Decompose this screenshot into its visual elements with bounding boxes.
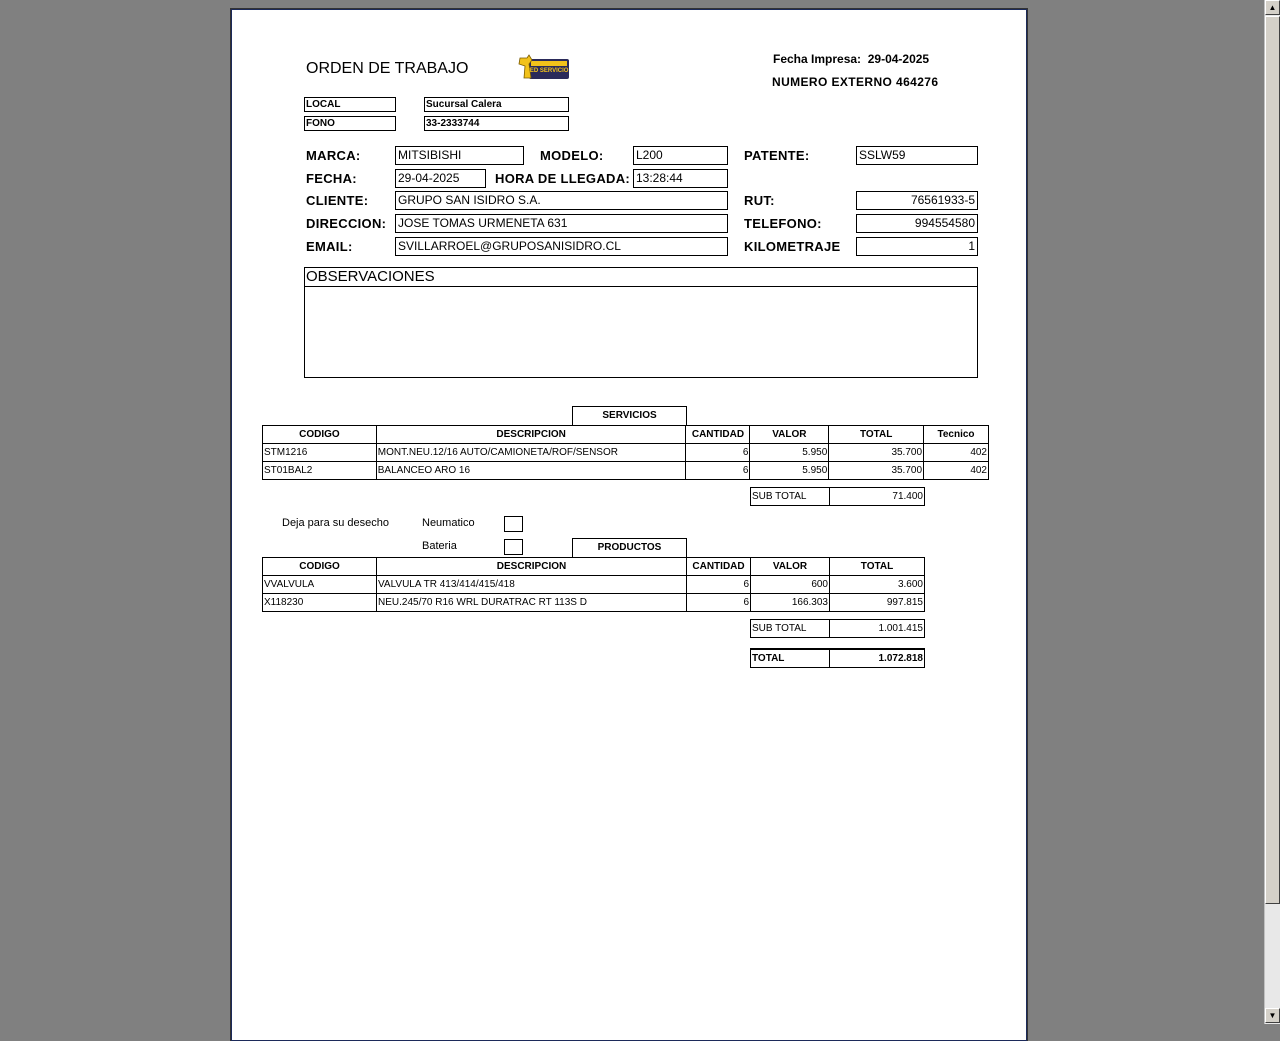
- telefono-field: 994554580: [856, 214, 978, 233]
- productos-col-cantidad: CANTIDAD: [687, 558, 751, 576]
- company-logo: [517, 54, 571, 82]
- cell-tecnico: 402: [924, 444, 989, 462]
- cell-codigo: ST01BAL2: [263, 462, 377, 480]
- email-label: EMAIL:: [306, 239, 353, 254]
- scroll-up-button[interactable]: [1265, 0, 1280, 15]
- hora-llegada-field: 13:28:44: [633, 169, 728, 188]
- modelo-label: MODELO:: [540, 148, 604, 163]
- rut-field: 76561933-5: [856, 191, 978, 210]
- fecha-label: FECHA:: [306, 171, 357, 186]
- servicios-subtotal-value: 71.400: [830, 488, 925, 506]
- neumatico-label: Neumatico: [422, 517, 475, 529]
- productos-col-codigo: CODIGO: [263, 558, 377, 576]
- cell-descripcion: MONT.NEU.12/16 AUTO/CAMIONETA/ROF/SENSOR: [376, 444, 686, 462]
- patente-field: SSLW59: [856, 146, 978, 165]
- local-value: Sucursal Calera: [424, 97, 569, 112]
- productos-header-row: [263, 558, 925, 576]
- direccion-field: JOSE TOMAS URMENETA 631: [395, 214, 728, 233]
- servicios-table: [262, 425, 989, 480]
- grand-total-label: TOTAL: [751, 649, 830, 668]
- marca-label: MARCA:: [306, 148, 361, 163]
- table-row: [263, 576, 925, 594]
- telefono-label: TELEFONO:: [744, 216, 822, 231]
- desecho-label: Deja para su desecho: [282, 517, 390, 529]
- observaciones-label: OBSERVACIONES: [305, 268, 977, 287]
- observaciones-text: [305, 287, 977, 291]
- scroll-down-button[interactable]: [1265, 1008, 1280, 1023]
- arrow-down-icon: ▼: [1268, 1011, 1277, 1020]
- cliente-label: CLIENTE:: [306, 193, 369, 208]
- direccion-label: DIRECCION:: [306, 216, 387, 231]
- cell-descripcion: VALVULA TR 413/414/415/418: [377, 576, 687, 594]
- servicios-subtotal-label: SUB TOTAL: [751, 488, 830, 506]
- servicios-header-row: [263, 426, 989, 444]
- grand-total: [750, 648, 925, 668]
- hora-llegada-label: HORA DE LLEGADA:: [495, 171, 631, 186]
- cell-cantidad: 6: [686, 462, 750, 480]
- cell-total: 997.815: [830, 594, 925, 612]
- patente-label: PATENTE:: [744, 148, 810, 163]
- productos-col-total: TOTAL: [830, 558, 925, 576]
- servicios-col-tecnico: Tecnico: [924, 426, 989, 444]
- kilometraje-field: 1: [856, 237, 978, 256]
- observaciones-box: [304, 267, 978, 378]
- scroll-thumb[interactable]: [1265, 16, 1280, 904]
- table-row: [263, 444, 989, 462]
- cell-total: 35.700: [829, 462, 924, 480]
- neumatico-checkbox[interactable]: [504, 516, 523, 532]
- fecha-field: 29-04-2025: [395, 169, 486, 188]
- numero-externo-label: NUMERO EXTERNO: [772, 75, 893, 89]
- servicios-col-cantidad: CANTIDAD: [686, 426, 750, 444]
- productos-subtotal: [750, 619, 925, 638]
- fono-value: 33-2333744: [424, 116, 569, 131]
- fono-label: FONO: [304, 116, 396, 131]
- email-field: SVILLARROEL@GRUPOSANISIDRO.CL: [395, 237, 728, 256]
- fecha-impresa-value: 29-04-2025: [867, 52, 930, 66]
- cell-tecnico: 402: [924, 462, 989, 480]
- arrow-up-icon: ▲: [1268, 3, 1277, 12]
- productos-subtotal-value: 1.001.415: [830, 620, 925, 638]
- servicios-subtotal: [750, 487, 925, 506]
- servicios-col-codigo: CODIGO: [263, 426, 377, 444]
- productos-col-valor: VALOR: [751, 558, 830, 576]
- cell-valor: 5.950: [750, 444, 829, 462]
- bateria-checkbox[interactable]: [504, 539, 523, 555]
- cell-valor: 600: [751, 576, 830, 594]
- table-row: [263, 594, 925, 612]
- cell-codigo: STM1216: [263, 444, 377, 462]
- cell-cantidad: 6: [687, 594, 751, 612]
- cell-total: 35.700: [829, 444, 924, 462]
- cell-codigo: VVALVULA: [263, 576, 377, 594]
- cliente-field: GRUPO SAN ISIDRO S.A.: [395, 191, 728, 210]
- modelo-field: L200: [633, 146, 728, 165]
- document-title: ORDEN DE TRABAJO: [306, 60, 469, 77]
- vertical-scrollbar[interactable]: [1264, 0, 1280, 1024]
- grand-total-value: 1.072.818: [830, 649, 925, 668]
- cell-descripcion: BALANCEO ARO 16: [376, 462, 686, 480]
- marca-field: MITSIBISHI: [395, 146, 524, 165]
- productos-table: [262, 557, 925, 612]
- productos-subtotal-label: SUB TOTAL: [751, 620, 830, 638]
- servicios-col-valor: VALOR: [750, 426, 829, 444]
- servicios-col-total: TOTAL: [829, 426, 924, 444]
- svg-text:RED SERVICIO: RED SERVICIO: [525, 68, 569, 74]
- numero-externo-value: 464276: [896, 75, 939, 89]
- productos-title: PRODUCTOS: [572, 538, 687, 558]
- table-row: [263, 462, 989, 480]
- kilometraje-label: KILOMETRAJE: [744, 239, 841, 254]
- cell-codigo: X118230: [263, 594, 377, 612]
- fecha-impresa-label: Fecha Impresa:: [773, 52, 862, 66]
- local-label: LOCAL: [304, 97, 396, 112]
- cell-descripcion: NEU.245/70 R16 WRL DURATRAC RT 113S D: [377, 594, 687, 612]
- servicios-title: SERVICIOS: [572, 406, 687, 426]
- cell-cantidad: 6: [687, 576, 751, 594]
- rut-label: RUT:: [744, 193, 775, 208]
- productos-col-descripcion: DESCRIPCION: [377, 558, 687, 576]
- cell-valor: 166.303: [751, 594, 830, 612]
- servicios-col-descripcion: DESCRIPCION: [376, 426, 686, 444]
- cell-cantidad: 6: [686, 444, 750, 462]
- cell-total: 3.600: [830, 576, 925, 594]
- cell-valor: 5.950: [750, 462, 829, 480]
- bateria-label: Bateria: [422, 540, 457, 552]
